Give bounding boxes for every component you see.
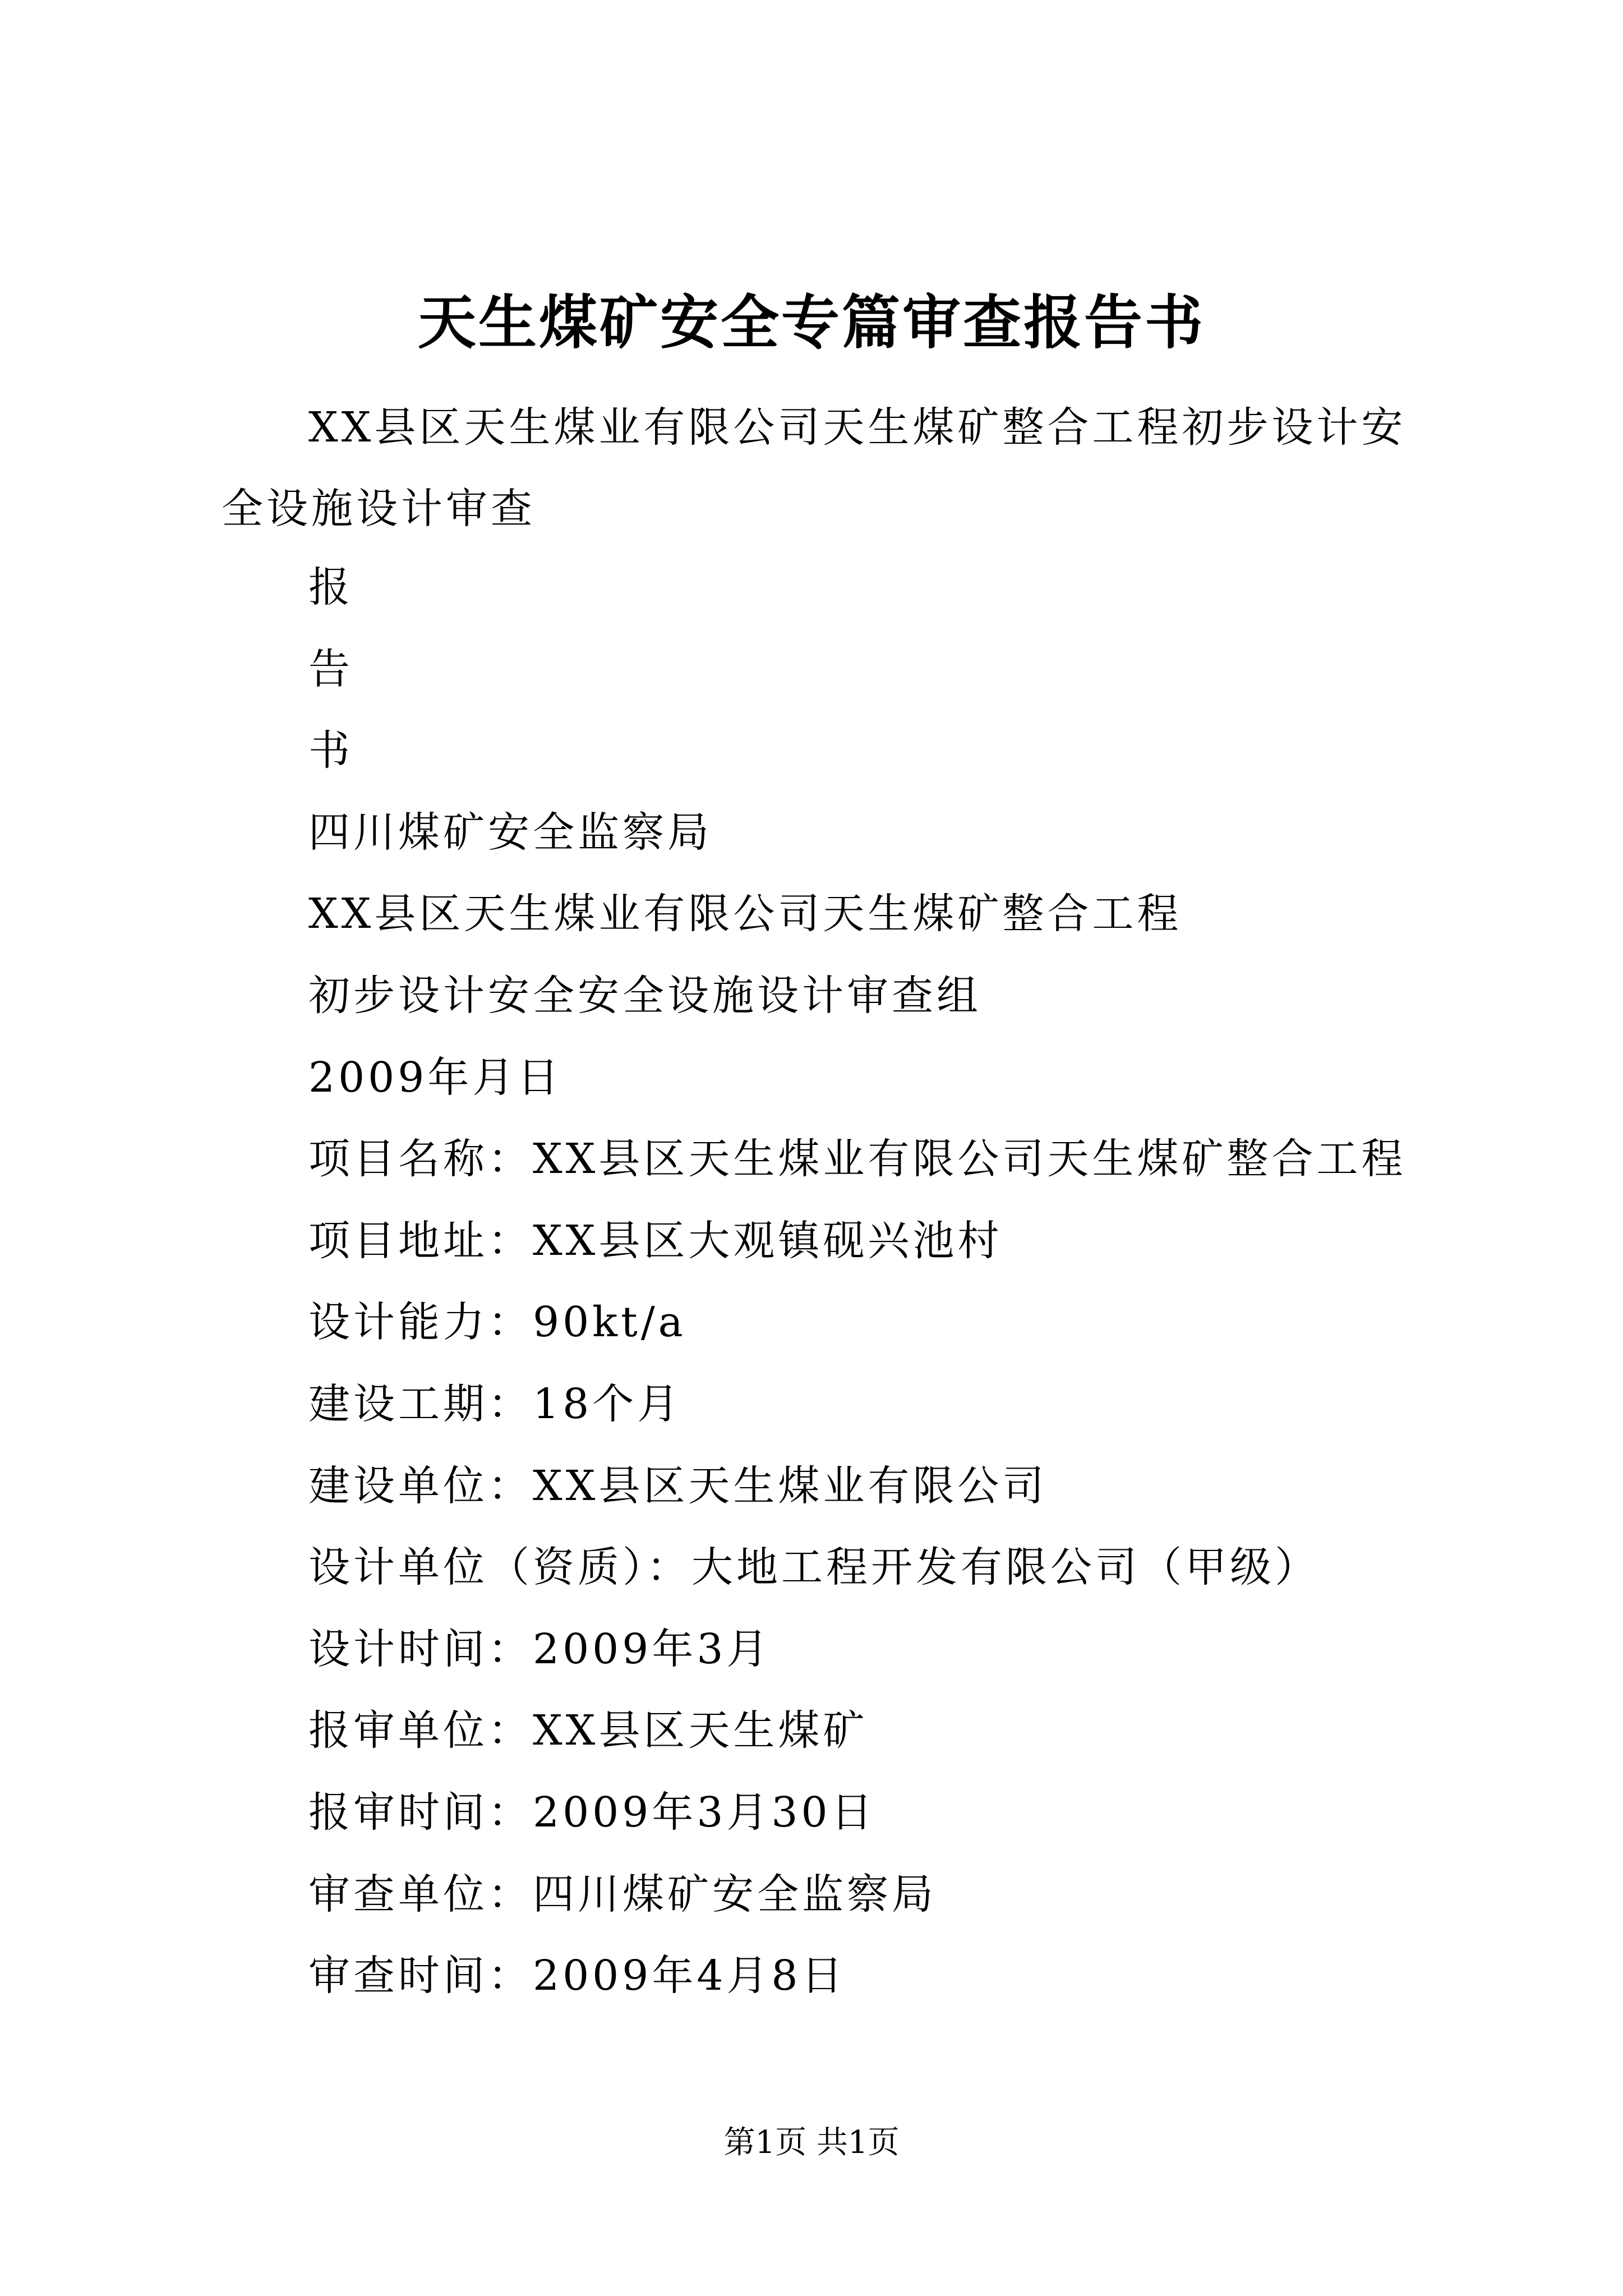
document-title: 天生煤矿安全专篇审查报告书 (417, 288, 1205, 357)
review-group: 初步设计安全安全设施设计审查组 (308, 971, 981, 1020)
intro-paragraph: XX县区天生煤业有限公司天生煤矿整合工程初步设计安全设施设计审查 (222, 403, 1407, 533)
construction-unit: 建设单位：XX县区天生煤业有限公司 (308, 1461, 1048, 1510)
submitting-unit: 报审单位：XX县区天生煤矿 (308, 1706, 868, 1755)
document-date: 2009年月日 (308, 1053, 562, 1102)
review-unit: 审查单位：四川煤矿安全监察局 (308, 1870, 937, 1918)
project-address: 项目地址：XX县区大观镇砚兴池村 (308, 1216, 1003, 1265)
submission-time: 报审时间：2009年3月30日 (308, 1788, 876, 1837)
design-capacity: 设计能力：90kt/a (308, 1298, 686, 1347)
design-time: 设计时间：2009年3月 (308, 1625, 772, 1673)
project-name: 项目名称：XX县区天生煤业有限公司天生煤矿整合工程 (308, 1135, 1407, 1184)
line-shu: 书 (308, 726, 353, 775)
project-line-1: XX县区天生煤业有限公司天生煤矿整合工程 (308, 890, 1182, 938)
page-footer: 第1页 共1页 (723, 2124, 900, 2161)
issuing-authority: 四川煤矿安全监察局 (308, 808, 712, 857)
line-bao: 报 (308, 563, 353, 611)
document-lines (308, 547, 1486, 2017)
line-gao: 告 (308, 645, 353, 693)
construction-period: 建设工期：18个月 (308, 1379, 683, 1428)
review-time: 审查时间：2009年4月8日 (308, 1952, 846, 2000)
design-unit: 设计单位（资质）：大地工程开发有限公司（甲级） (308, 1543, 1320, 1592)
